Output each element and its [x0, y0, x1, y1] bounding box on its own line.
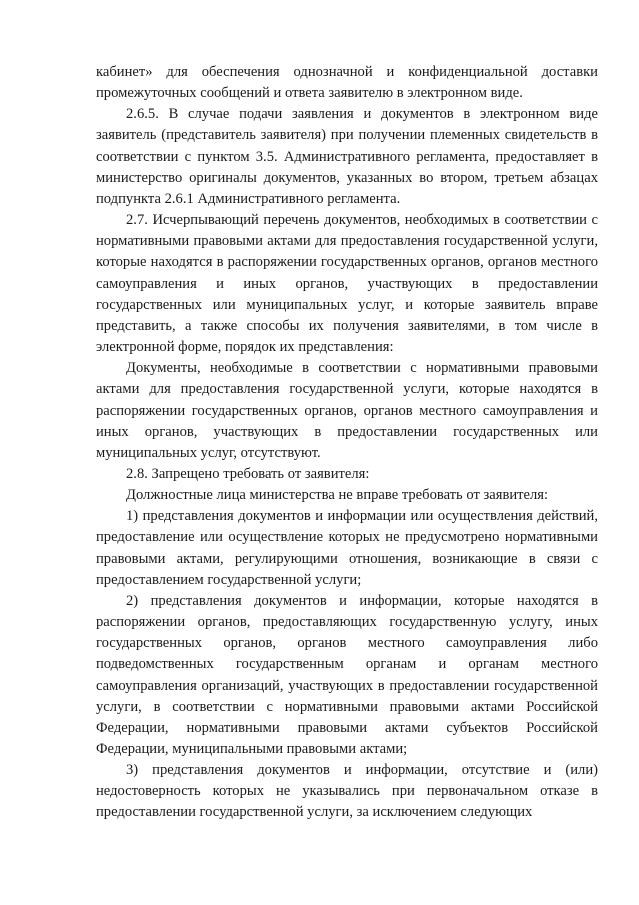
paragraph-item-2: 2) представления документов и информации, которые находятся в распоряжении органов, предоставляющих государственную услугу, иных государственных органов, органов местного самоуправления либо подведомственных государственным органам и органам местного самоуправления организаций, участвующих в предоставлении государственной услуги, в соответствии с нормативными правовыми актами Российской Федерации, нормативными правовыми актами субъектов Российской Федерации, муниципальными правовыми актами; — [96, 592, 598, 757]
paragraph-item-3: 3) представления документов и информации, отсутствие и (или) недостоверность которых не указывались при первоначальном отказе в предоставлении государственной услуги, за исключением следующих — [96, 762, 598, 821]
paragraph-2-7: 2.7. Исчерпывающий перечень документов, необходимых в соответствии с нормативными правовыми актами для предоставления государственной услуги, которые находятся в распоряжении государственных органов, органов местного самоуправления и иных органов, участвующих в предоставлении государственных или муниципальных услуг, и которые заявитель вправе представить, а также способы их получения заявителями, в том числе в электронной форме, порядок их представления: — [96, 212, 598, 356]
paragraph-officials: Должностные лица министерства не вправе требовать от заявителя: — [126, 487, 549, 504]
paragraph-documents-absent: Документы, необходимые в соответствии с нормативными правовыми актами для предоставления государственной услуги, которые находятся в распоряжении государственных органов, органов местного самоуправления и иных органов, участвующих в предоставлении государственных или муниципальных услуг, отсутствуют. — [96, 360, 598, 461]
document-body — [96, 62, 598, 824]
paragraph-continuation: кабинет» для обеспечения однозначной и конфиденциальной доставки промежуточных сообщений и ответа заявителю в электронном виде. — [96, 64, 598, 102]
paragraph-2-8: 2.8. Запрещено требовать от заявителя: — [126, 465, 370, 482]
paragraph-item-1: 1) представления документов и информации или осуществления действий, предоставление или осуществление которых не предусмотрено нормативными правовыми актами, регулирующими отношения, возникающие в связи с предоставлением государственной услуги; — [96, 508, 598, 588]
paragraph-2-6-5: 2.6.5. В случае подачи заявления и документов в электронном виде заявитель (представитель заявителя) при получении племенных свидетельств в соответствии с пунктом 3.5. Административного регламента, предоставляет в министерство оригиналы документов, указанных во втором, третьем абзацах подпункта 2.6.1 Административного регламента. — [96, 106, 598, 207]
